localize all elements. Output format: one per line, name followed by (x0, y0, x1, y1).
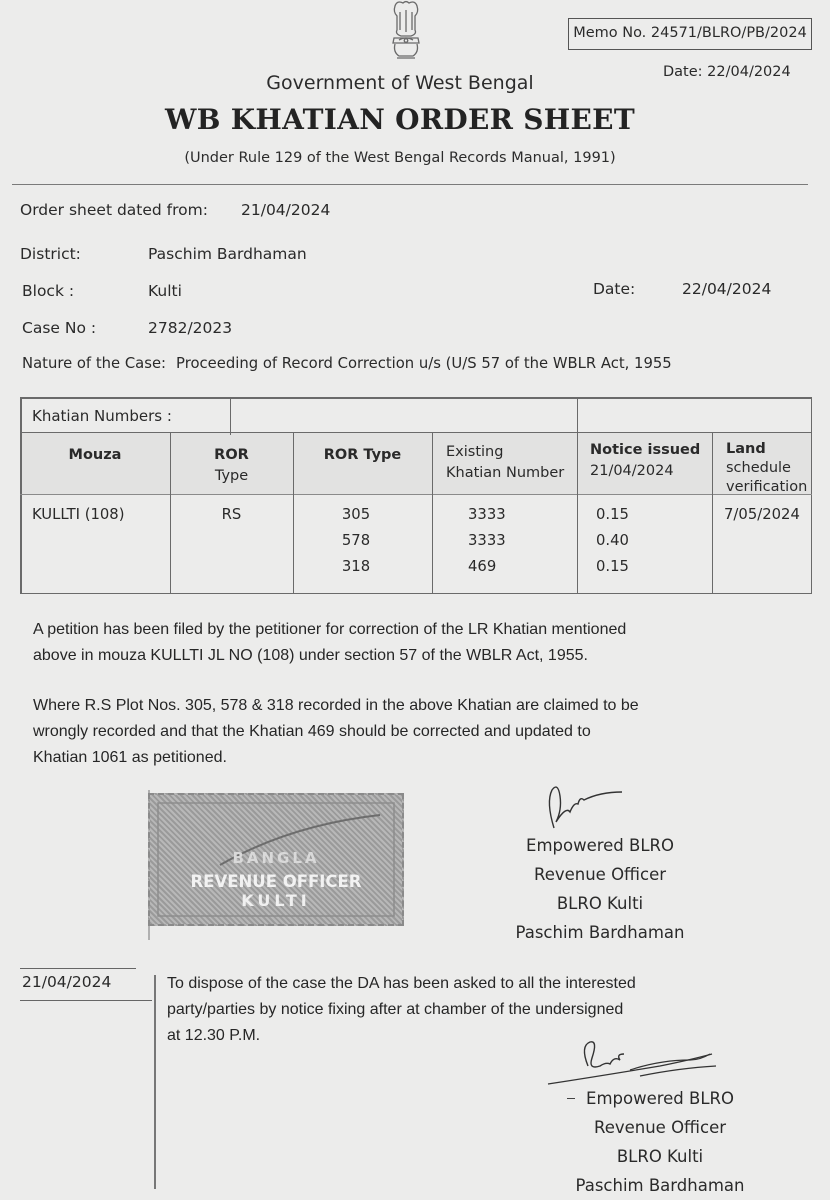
column-header-ror-type-2: ROR Type (323, 447, 402, 463)
date-value: 22/04/2024 (682, 280, 772, 298)
mouza-cell: KULLTI (108) (32, 506, 125, 523)
order-date: 21/04/2024 (22, 973, 112, 991)
district-value: Paschim Bardhaman (148, 245, 307, 263)
petition-paragraph: A petition has been filed by the petitioner for correction of the LR Khatian mentioned above in mouza KULLTI JL NO (108) under section 57 of the WBLR Act, 1955. (33, 621, 627, 664)
existing-khatian-cells: 3333 3333 469 (468, 506, 506, 575)
column-header-mouza: Mouza (68, 447, 122, 463)
ror-cell: RS (221, 506, 242, 523)
date-label: Date: (593, 280, 636, 298)
order-column-divider (154, 975, 156, 1189)
memo-number: Memo No. 24571/BLRO/PB/2024 (568, 18, 812, 50)
signature-block-1: Empowered BLRO Revenue Officer BLRO Kulti Paschim Bardhaman (515, 836, 685, 942)
khatian-table (20, 397, 812, 594)
case-nature-label: Nature of the Case: (22, 355, 167, 372)
column-header-land-schedule: Land schedule verification (726, 441, 808, 495)
memo-date: Date: 22/04/2024 (663, 64, 791, 80)
column-header-existing-khatian: Existing Khatian Number (446, 444, 565, 481)
case-nature-value: Proceeding of Record Correction u/s (U/S 57 of the WBLR Act, 1955 (176, 355, 672, 372)
table-caption: Khatian Numbers : (32, 407, 172, 425)
order-date-rule-top (20, 968, 136, 969)
government-title: Government of West Bengal (266, 72, 534, 94)
case-number-label: Case No : (22, 319, 97, 337)
national-emblem-icon (381, 0, 431, 62)
block-label: Block : (22, 282, 75, 300)
column-header-notice-issued: Notice issued 21/04/2024 (590, 442, 701, 479)
table-row: 305 578 318 (341, 506, 371, 575)
stamp-text-line2: KULTI (241, 891, 311, 910)
column-header-ror-type-1: ROR Type (214, 447, 249, 484)
stamp-text-line1: REVENUE OFFICER (190, 872, 362, 891)
case-nature (22, 355, 672, 372)
signature-1-icon (540, 782, 630, 836)
revenue-officer-stamp (148, 793, 404, 926)
land-schedule-cell: 7/05/2024 (724, 506, 800, 523)
page-subtitle: (Under Rule 129 of the West Bengal Records Manual, 1991) (184, 150, 616, 166)
order-sheet-date-value: 21/04/2024 (241, 201, 331, 219)
signature-block-2: Empowered BLRO Revenue Officer BLRO Kulti Paschim Bardhaman (575, 1089, 745, 1195)
claim-paragraph: Where R.S Plot Nos. 305, 578 & 318 recorded in the above Khatian are claimed to be wrongly recorded and that the Khatian 469 should be corrected and updated to Khatian 1061 as petitioned. (33, 697, 639, 766)
order-text: To dispose of the case the DA has been asked to all the interested party/parties by notice fixing after at chamber of the undersigned at 12.30 P.M. (167, 975, 636, 1044)
page-title: WB KHATIAN ORDER SHEET (165, 103, 635, 136)
block-value: Kulti (148, 282, 182, 300)
order-sheet-date-label: Order sheet dated from: (20, 201, 208, 219)
notice-cells: 0.15 0.40 0.15 (596, 506, 629, 575)
header-divider (12, 184, 808, 185)
case-number-value: 2782/2023 (148, 319, 233, 337)
order-date-rule-bottom (20, 1000, 152, 1001)
stamp-text-top: BANGLA (232, 849, 320, 867)
district-label: District: (20, 245, 81, 263)
